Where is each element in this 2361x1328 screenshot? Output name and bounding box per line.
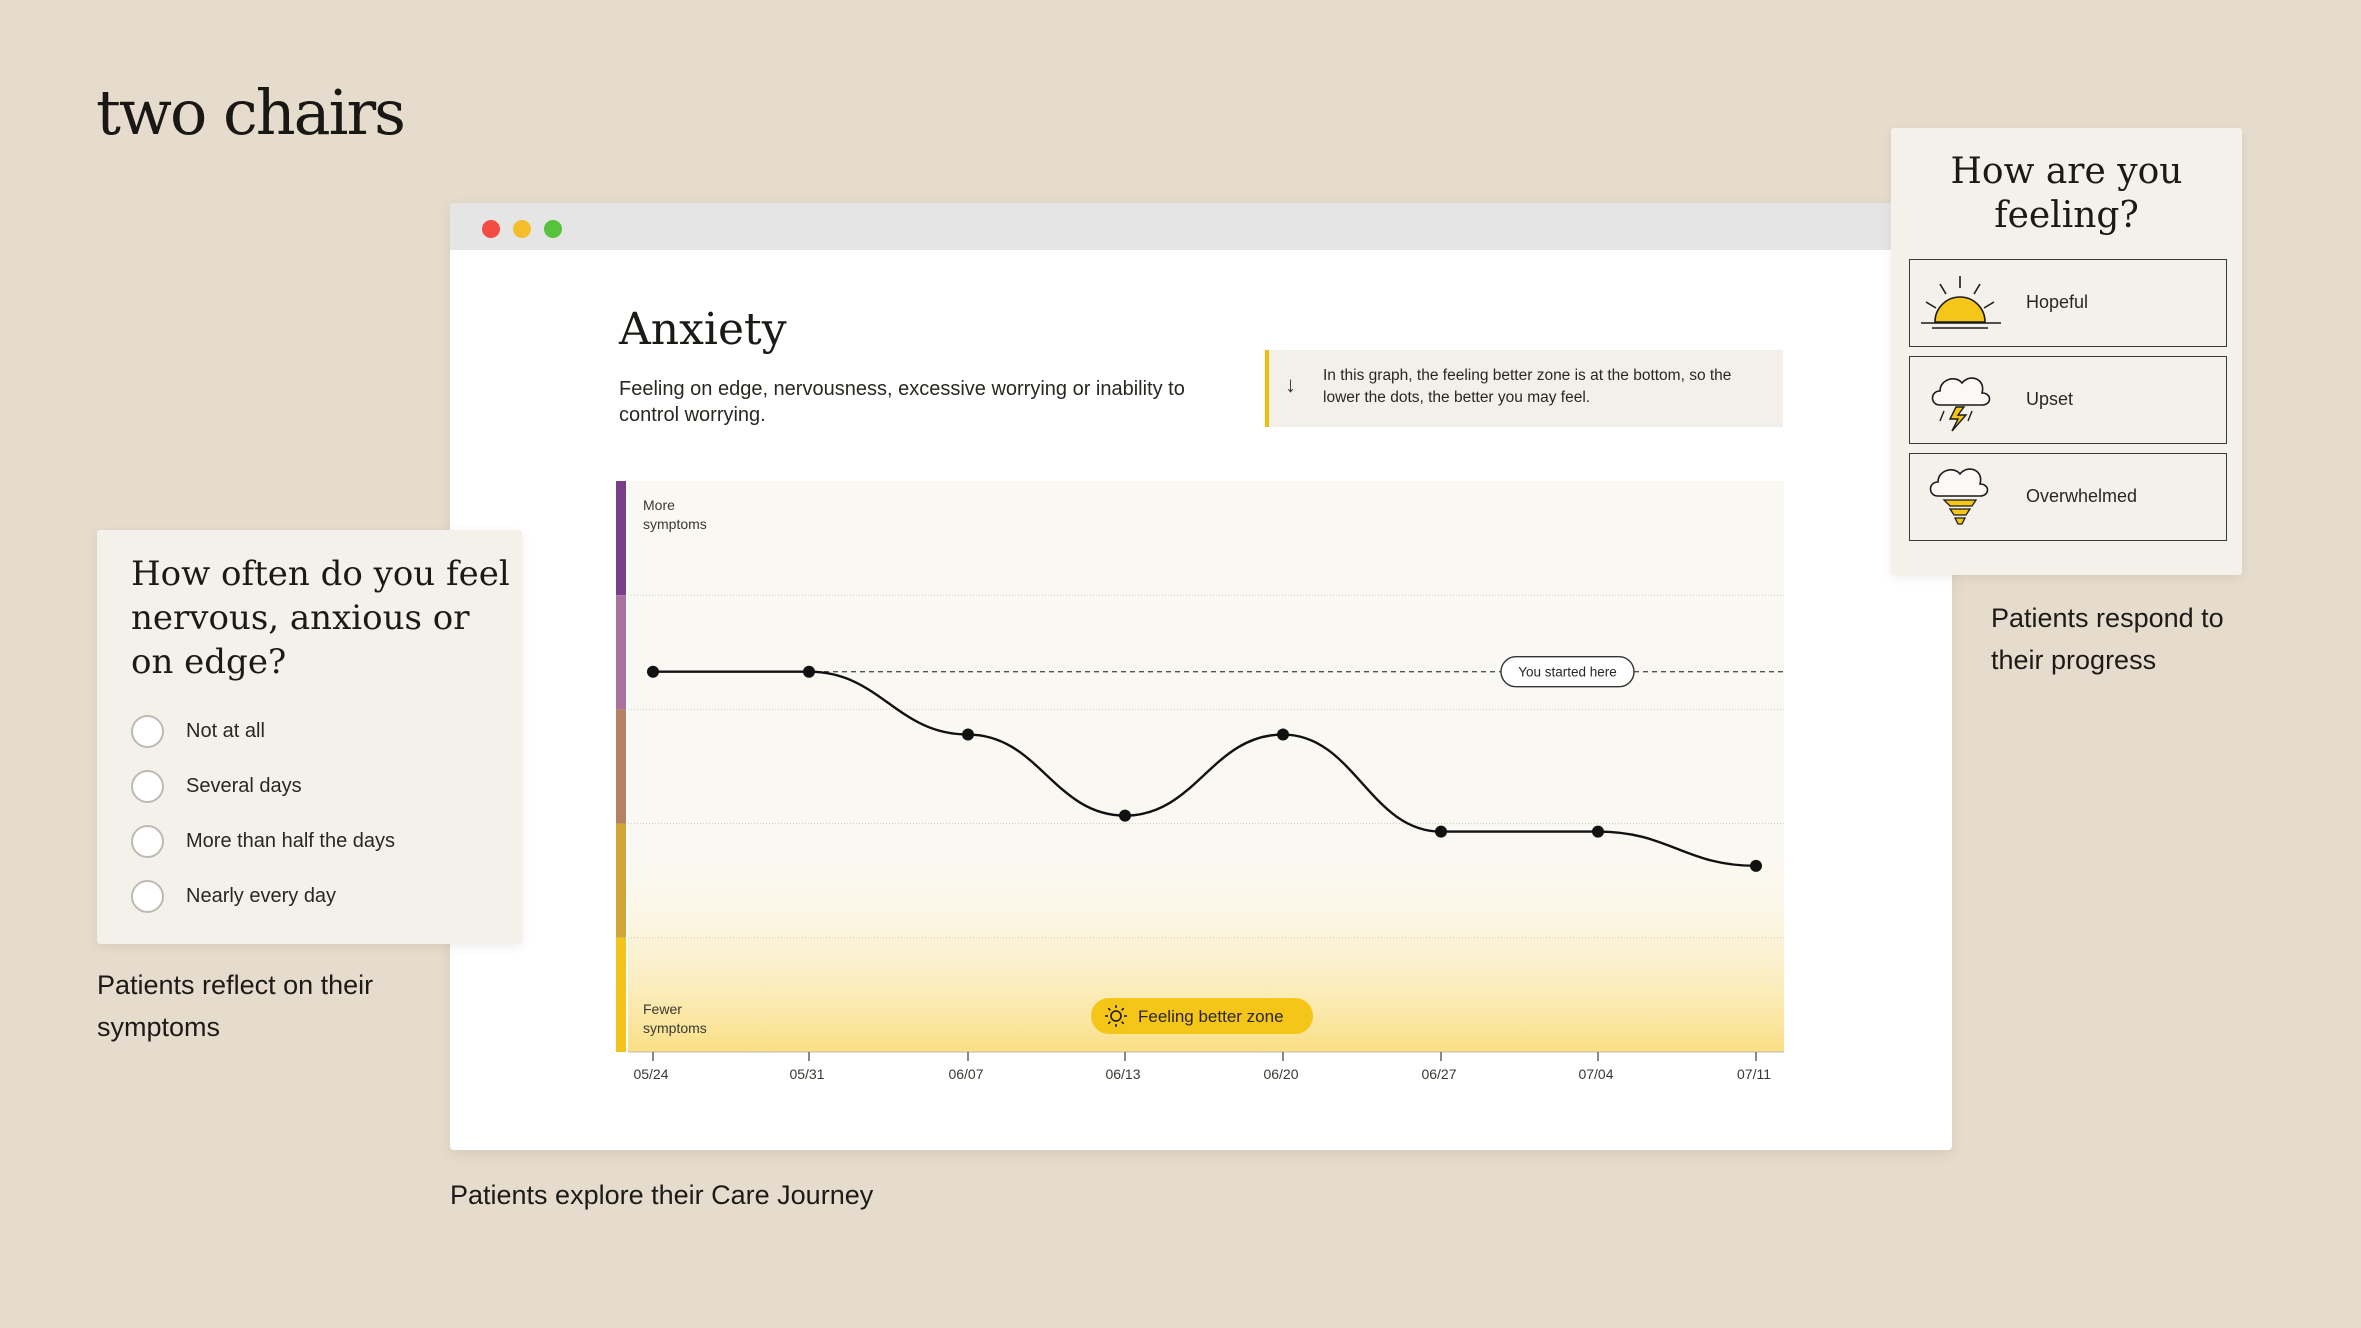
symptom-band-5 [616,938,626,1052]
data-point [1119,810,1131,822]
radio-button[interactable] [131,825,164,858]
browser-window [450,203,1952,1150]
symptom-band-4 [616,824,626,938]
symptom-band-3 [616,709,626,823]
sunrise-icon [1918,268,2004,340]
symptom-question: How often do you feel nervous, anxious or on edge? [131,554,510,682]
feeling-label: Upset [2026,389,2074,409]
symptom-band-2 [616,595,626,709]
radio-button[interactable] [131,770,164,803]
caption-reflect: Patients reflect on their symptoms [97,970,374,1042]
feeling-option-hopeful[interactable] [1909,259,2227,347]
radio-button[interactable] [131,880,164,913]
x-tick-label: 07/04 [1578,1066,1614,1082]
data-point [1750,860,1762,872]
option-several-days[interactable] [131,769,302,803]
feeling-option-upset[interactable] [1909,356,2227,444]
anxiety-line-chart [450,203,1952,1103]
option-more-than-half[interactable] [131,824,395,858]
storm-cloud-icon [1918,365,2004,437]
feeling-option-overwhelmed[interactable] [1909,453,2227,541]
caption-respond: Patients respond to their progress [1991,603,2224,675]
data-point [647,666,659,678]
data-point [803,666,815,678]
caption-explore: Patients explore their Care Journey [450,1180,874,1210]
radio-button[interactable] [131,715,164,748]
x-tick-label: 06/27 [1421,1066,1457,1082]
x-tick-label: 06/13 [1105,1066,1141,1082]
symptom-question-card [97,530,522,944]
x-tick-label: 06/20 [1263,1066,1299,1082]
x-tick-label: 05/24 [633,1066,669,1082]
page-title: Anxiety [619,304,787,355]
option-label: Not at all [186,719,265,742]
data-point [1592,826,1604,838]
option-not-at-all[interactable] [131,714,265,748]
feeling-question: How are you feeling? [1950,151,2183,236]
x-tick-label: 06/07 [948,1066,984,1082]
option-label: Nearly every day [186,884,337,907]
option-nearly-every-day[interactable] [131,879,336,913]
feeling-label: Hopeful [2026,292,2089,312]
data-point [1435,826,1447,838]
data-point [962,729,974,741]
data-point [1277,729,1289,741]
option-label: Several days [186,774,302,797]
graph-info-text: In this graph, the feeling better zone is at the bottom, so the lower the dots, the better you may feel. [1323,367,1732,406]
two-chairs-logo: two chairs [96,76,404,149]
x-tick-label: 07/11 [1737,1066,1771,1082]
y-label-fewer-symptoms: Fewer symptoms [643,1001,707,1036]
y-label-more-symptoms: More symptoms [643,497,707,532]
feeling-label: Overwhelmed [2026,486,2138,506]
baseline-label: You started here [1518,664,1617,680]
feeling-better-zone-label: Feeling better zone [1138,1007,1284,1026]
page-description: Feeling on edge, nervousness, excessive worrying or inability to control worrying. [619,378,1185,426]
option-label: More than half the days [186,829,396,852]
feeling-check-in-card [1891,128,2242,575]
arrow-down-icon: ↓ [1285,372,1296,397]
symptom-band-1 [616,481,626,595]
x-tick-label: 05/31 [789,1066,825,1082]
tornado-cloud-icon [1918,462,2004,534]
